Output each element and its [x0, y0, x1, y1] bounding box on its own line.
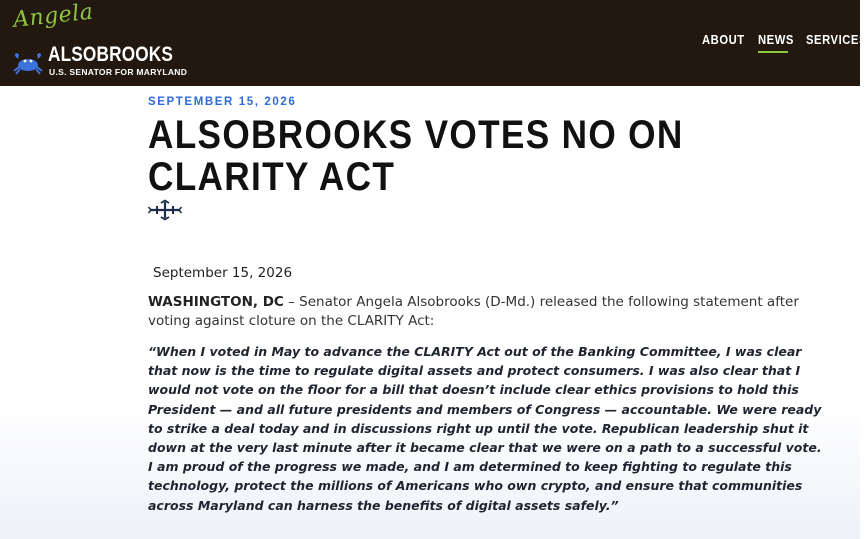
nav-about[interactable]: ABOUT	[702, 33, 745, 47]
site-header	[0, 0, 867, 86]
nav-active-indicator	[758, 51, 788, 53]
article-dateline: WASHINGTON, DC	[148, 294, 284, 310]
crab-icon	[12, 51, 44, 75]
nav-services[interactable]: SERVICES	[806, 33, 867, 47]
article-title: ALSOBROOKS VOTES NO ON CLARITY ACT	[148, 113, 684, 199]
article-content	[0, 86, 860, 539]
logo-subtitle: U.S. SENATOR FOR MARYLAND	[49, 67, 188, 77]
article-date: September 15, 2026	[153, 265, 293, 281]
site-logo[interactable]	[12, 0, 188, 80]
logo-name: ALSOBROOKS	[48, 43, 174, 66]
article-kicker-date: SEPTEMBER 15, 2026	[148, 96, 297, 108]
nav-news[interactable]: NEWS	[758, 33, 794, 47]
ornament-divider-icon	[148, 200, 182, 220]
logo-signature-text: Angela	[12, 0, 95, 33]
article-quote: “When I voted in May to advance the CLARITY Act out of the Banking Committee, I was clear that now is the time to regulate digital assets and protect consumers. I was also clear that I would not vote on the floor for a bill that doesn’t include clear ethics provisions to hold this President — and all future presidents and members of Congress — accountable. We were ready to strike a deal today and in discussions right up until the vote. Republican leadership shut it down at the very last minute after it became clear that we were on a path to a successful vote. I am proud of the progress we made, and I am determined to keep fighting to regulate this technology, protect the millions of Americans who own crypto, and ensure that communities across Maryland can harness the benefits of digital assets safely.”	[148, 344, 822, 513]
article-lede-text: – Senator Angela Alsobrooks (D-Md.) released the following statement after voting against cloture on the CLARITY Act:	[148, 294, 799, 329]
article-lede	[148, 293, 820, 331]
